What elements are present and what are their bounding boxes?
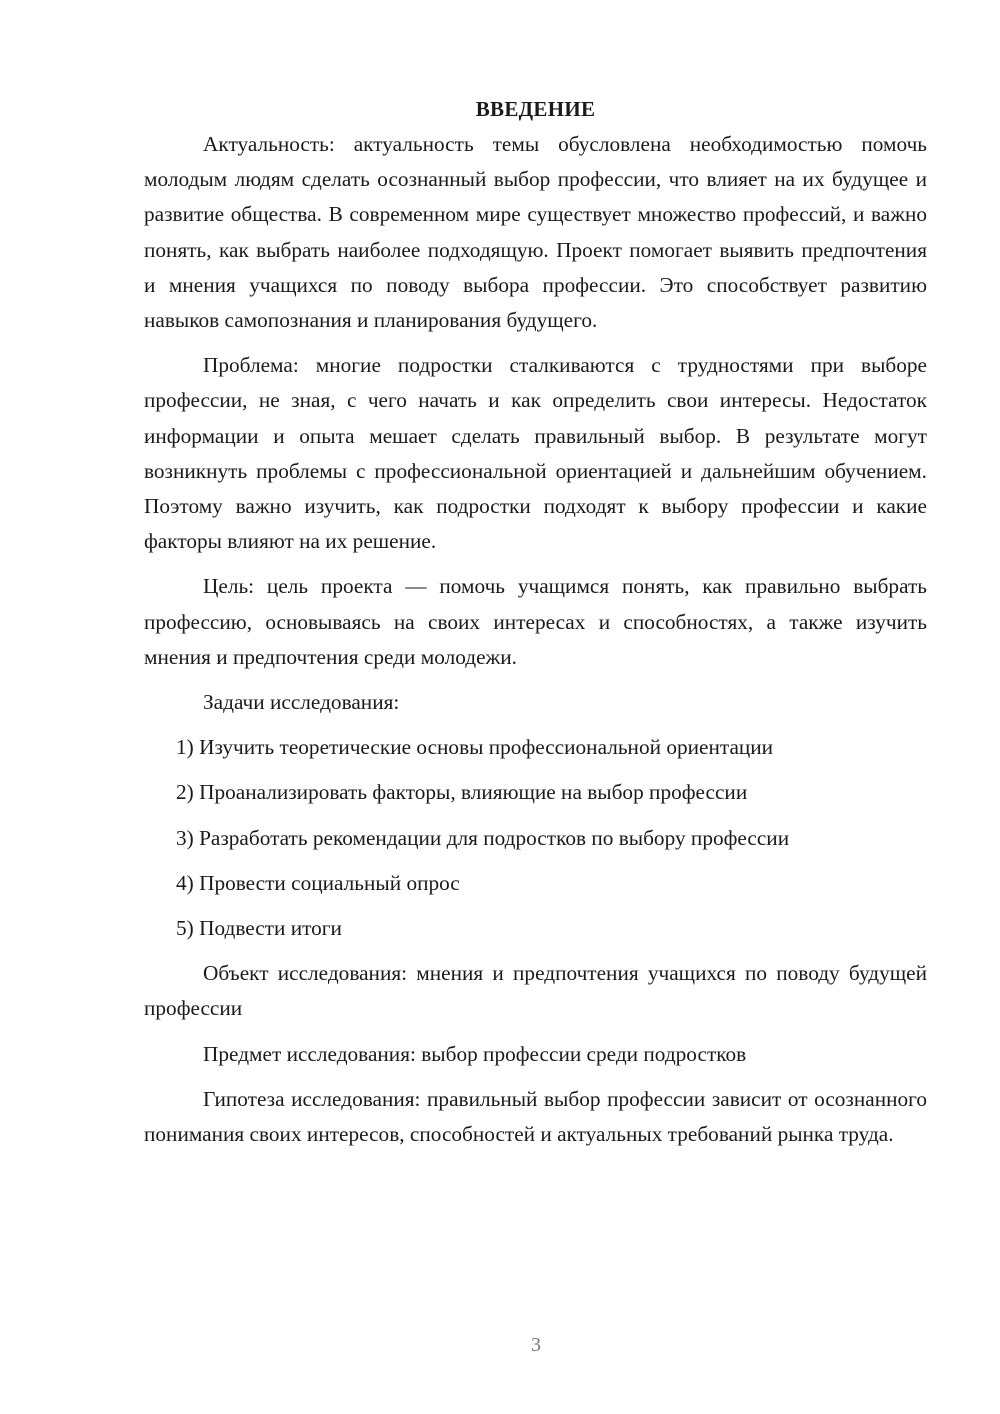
goal-paragraph: Цель: цель проекта — помочь учащимся понять, как правильно выбрать профессию, основываясь на своих интересах и способностях, а также изучить мнения и предпочтения среди молодежи.: [144, 574, 927, 669]
task-item: 4) Провести социальный опрос: [176, 870, 460, 895]
list-spacer: [144, 901, 927, 911]
relevance-paragraph: Актуальность: актуальность темы обусловлена необходимостью помочь молодым людям сделать осознанный выбор профессии, что влияет на их будущее и развитие общества. В современном мире существует множество профессий, и важно понять, как выбрать наиболее подходящую. Проект помогает выявить предпочтения и мнения учащихся по поводу выбора профессии. Это способствует развитию навыков самопознания и планирования будущего.: [144, 132, 927, 333]
paragraph-spacer: [144, 338, 927, 348]
hypothesis-paragraph: Гипотеза исследования: правильный выбор профессии зависит от осознанного понимания своих интересов, способностей и актуальных требований рынка труда.: [144, 1086, 927, 1147]
document-page: [144, 92, 927, 1152]
task-item: 2) Проанализировать факторы, влияющие на выбор профессии: [176, 780, 748, 805]
tasks-heading: Задачи исследования:: [203, 690, 400, 715]
object-paragraph: Объект исследования: мнения и предпочтения учащихся по поводу будущей профессии: [144, 961, 927, 1021]
tasks-list: [144, 730, 927, 946]
paragraph-spacer: [144, 720, 927, 730]
paragraph-spacer: [144, 1027, 927, 1037]
list-spacer: [144, 765, 927, 775]
paragraph-spacer: [144, 675, 927, 685]
problem-paragraph: Проблема: многие подростки сталкиваются с трудностями при выборе профессии, не зная, с чего начать и как определить свои интересы. Недостаток информации и опыта мешает сделать правильный выбор. В результате могут возникнуть проблемы с профессиональной ориентацией и дальнейшим обучением. Поэтому важно изучить, как подростки подходят к выбору профессии и какие факторы влияют на их решение.: [144, 353, 927, 554]
task-item: 3) Разработать рекомендации для подростков по выбору профессии: [176, 825, 790, 850]
subject-paragraph: Предмет исследования: выбор профессии среди подростков: [203, 1041, 747, 1066]
paragraph-spacer: [144, 946, 927, 956]
page-number: 3: [531, 1334, 541, 1356]
paragraph-spacer: [144, 1072, 927, 1082]
list-spacer: [144, 811, 927, 821]
task-item: 1) Изучить теоретические основы профессиональной ориентации: [176, 735, 774, 760]
paragraph-spacer: [144, 559, 927, 569]
document-title: ВВЕДЕНИЕ: [475, 97, 596, 121]
task-item: 5) Подвести итоги: [176, 916, 342, 941]
list-spacer: [144, 856, 927, 866]
